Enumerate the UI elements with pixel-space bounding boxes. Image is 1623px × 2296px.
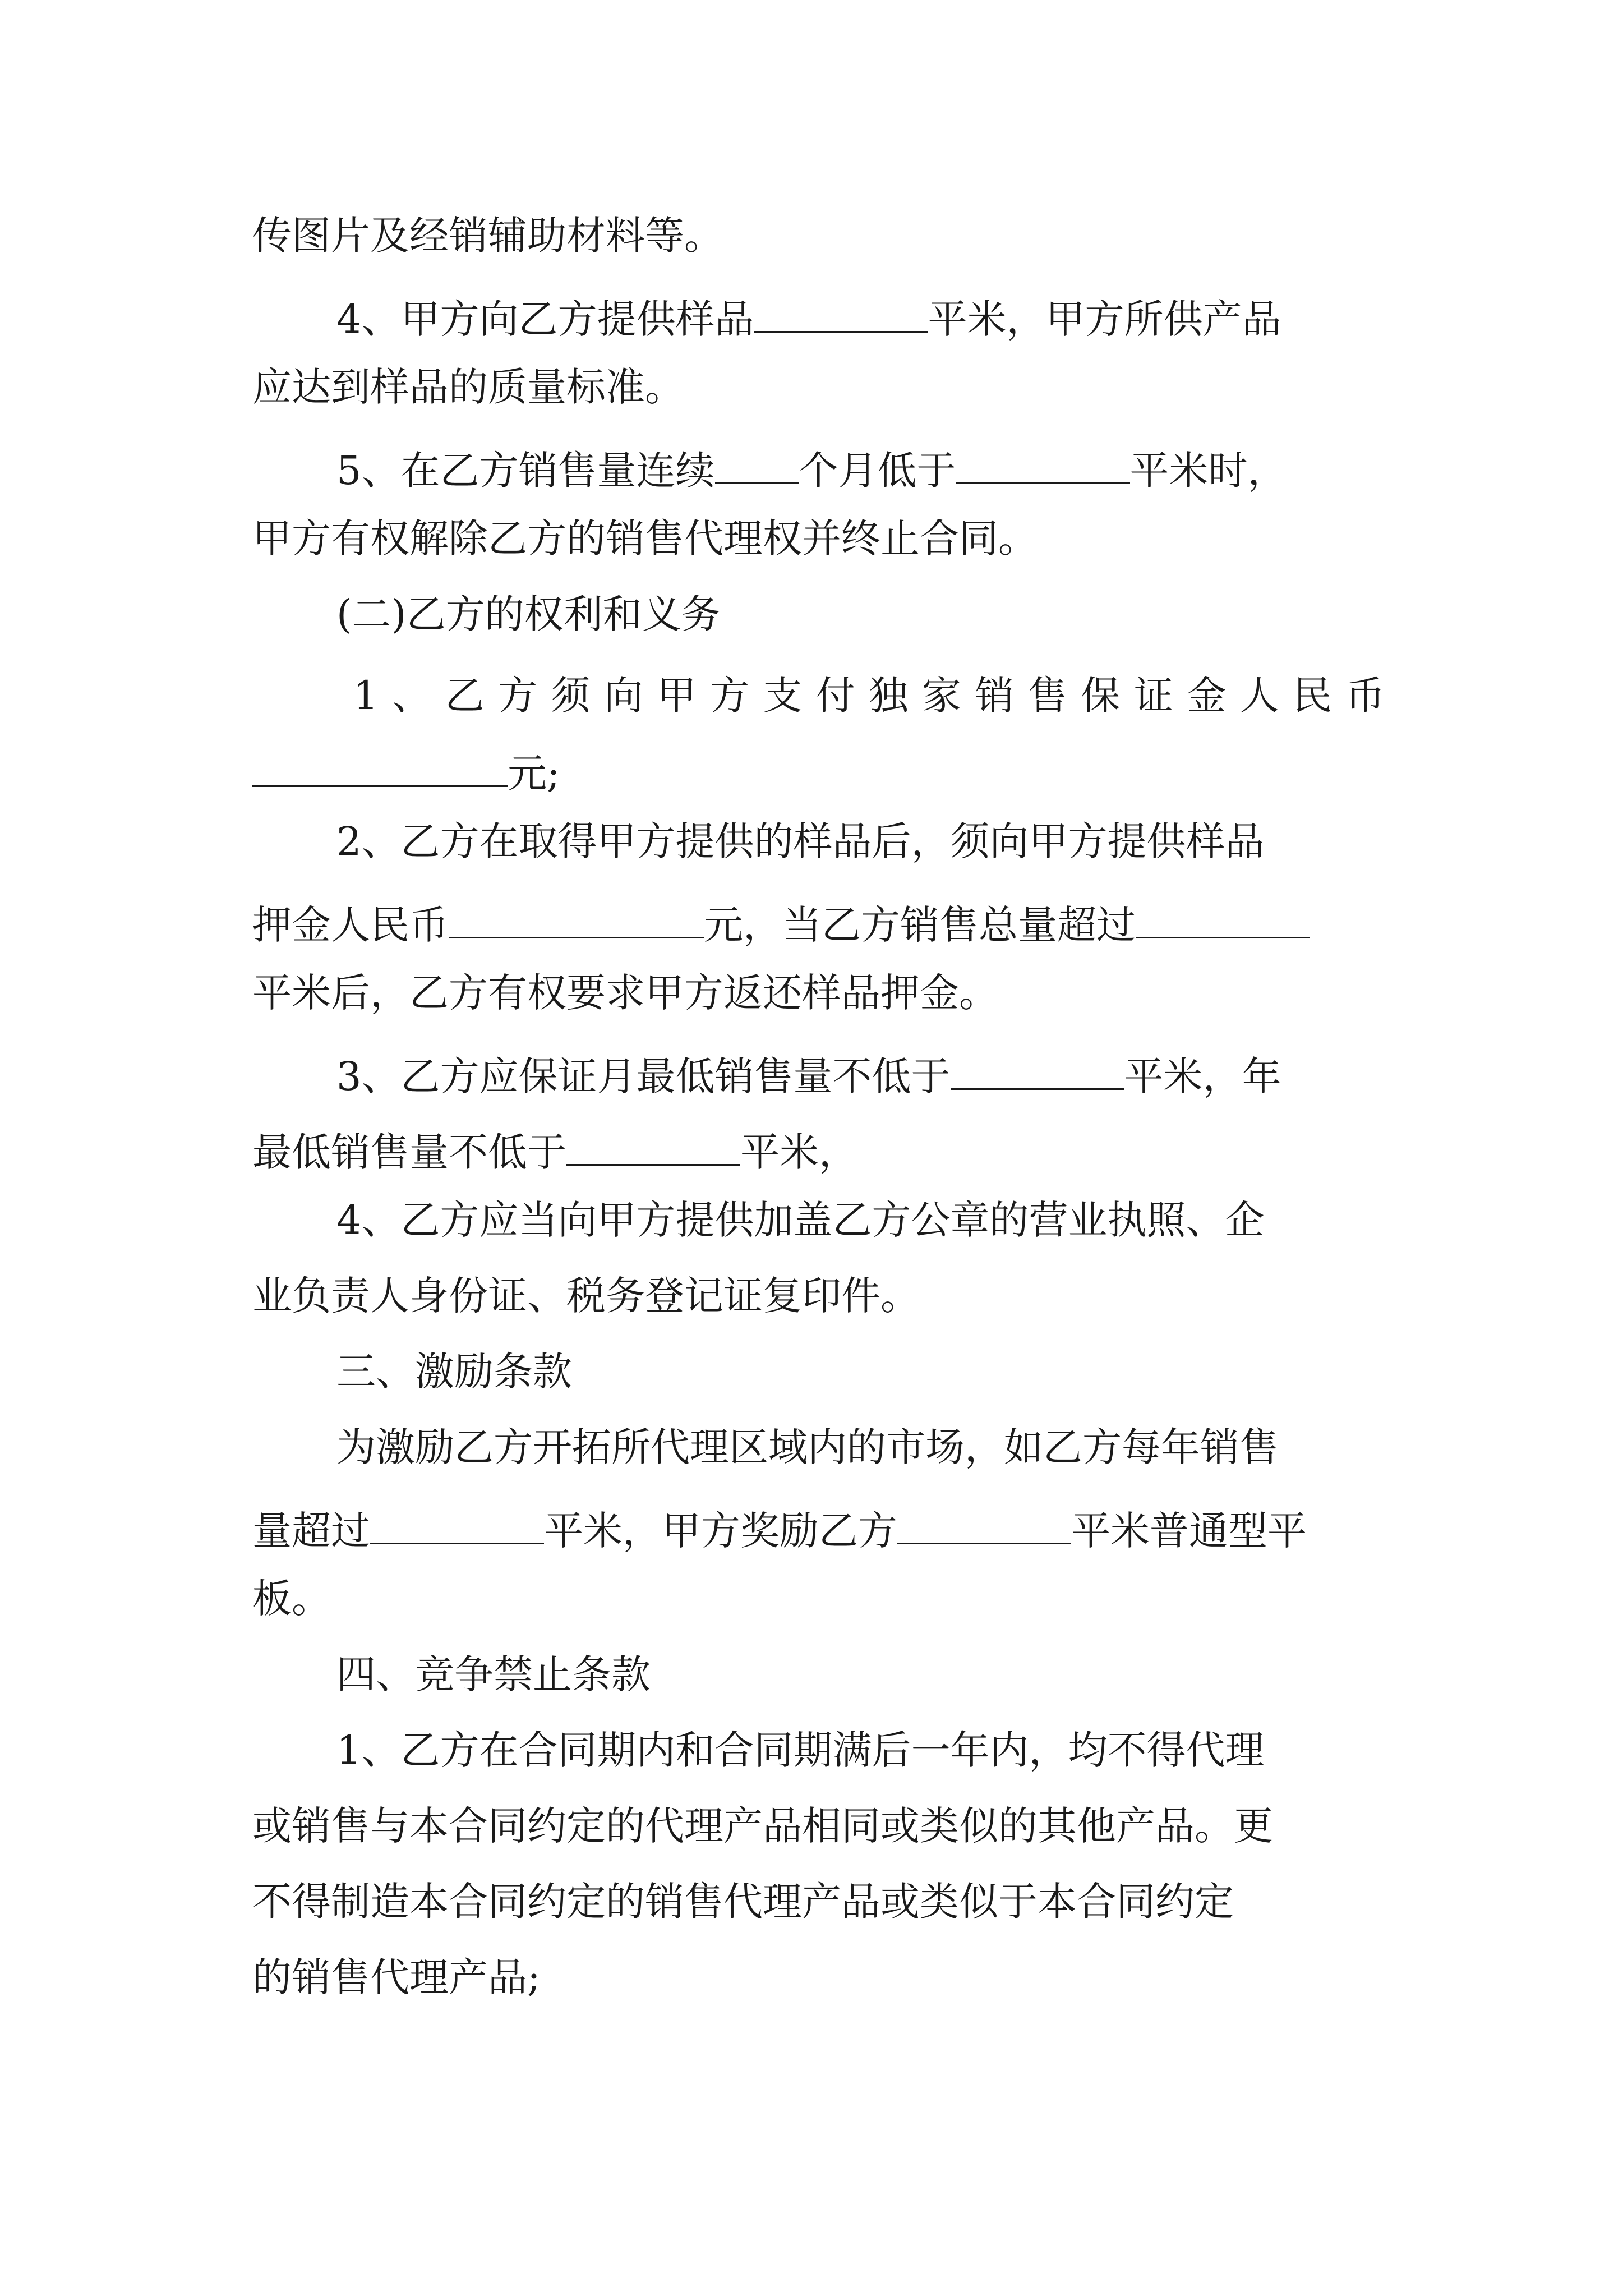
paragraph-line: 3、乙方应保证月最低销售量不低于 平米，年	[336, 1049, 1385, 1094]
paragraph-line: 2、乙方在取得甲方提供的样品后，须向甲方提供样品	[336, 818, 1265, 864]
fill-blank[interactable]	[956, 443, 1130, 484]
fill-blank[interactable]	[449, 898, 704, 938]
paragraph-line: 的销售代理产品;	[252, 1954, 541, 2000]
paragraph-line: 甲方有权解除乙方的销售代理权并终止合同。	[252, 516, 1038, 562]
paragraph-line: 4、甲方向乙方提供样品 平米，甲方所供产品	[336, 292, 1385, 337]
fill-blank[interactable]	[1136, 898, 1310, 938]
fill-blank[interactable]	[715, 443, 799, 484]
paragraph-line: 传图片及经销辅助材料等。	[252, 213, 723, 259]
paragraph-line: 5、在乙方销售量连续 个月低于 平米时，	[336, 443, 1385, 488]
paragraph-line: 1、乙方在合同期内和合同期满后一年内，均不得代理	[336, 1727, 1265, 1773]
paragraph-line: 应达到样品的质量标准。	[252, 364, 684, 410]
paragraph-line: 板。	[252, 1576, 331, 1622]
fill-blank[interactable]	[566, 1125, 740, 1166]
paragraph-line: 为激励乙方开拓所代理区域内的市场，如乙方每年销售	[336, 1424, 1279, 1470]
paragraph-line: 元;	[252, 746, 1385, 791]
paragraph-line: 业负责人身份证、税务登记证复印件。	[252, 1273, 920, 1319]
paragraph-line: 最低销售量不低于 平米，	[252, 1125, 1385, 1170]
section-heading: 四、竞争禁止条款	[336, 1651, 651, 1697]
paragraph-line: 量超过 平米，甲方奖励乙方 平米普通型平	[252, 1503, 1385, 1548]
paragraph-line: 押金人民币 元，当乙方销售总量超过	[252, 898, 1385, 942]
fill-blank[interactable]	[951, 1049, 1124, 1090]
fill-blank[interactable]	[897, 1503, 1071, 1544]
section-heading: (二)乙方的权利和义务	[336, 591, 721, 637]
paragraph-line: 或销售与本合同约定的代理产品相同或类似的其他产品。更	[252, 1803, 1273, 1849]
paragraph-line: 平米后，乙方有权要求甲方返还样品押金。	[252, 970, 998, 1016]
fill-blank[interactable]	[754, 292, 928, 333]
section-heading: 三、激励条款	[336, 1349, 572, 1395]
paragraph-line-justified: 1 、 乙 方 须 向 甲 方 支 付 独 家 销 售 保 证 金 人 民 币	[353, 673, 1385, 719]
fill-blank[interactable]	[252, 746, 508, 787]
paragraph-line: 4、乙方应当向甲方提供加盖乙方公章的营业执照、企	[336, 1197, 1265, 1243]
fill-blank[interactable]	[370, 1503, 544, 1544]
paragraph-line: 不得制造本合同约定的销售代理产品或类似于本合同约定	[252, 1879, 1234, 1925]
